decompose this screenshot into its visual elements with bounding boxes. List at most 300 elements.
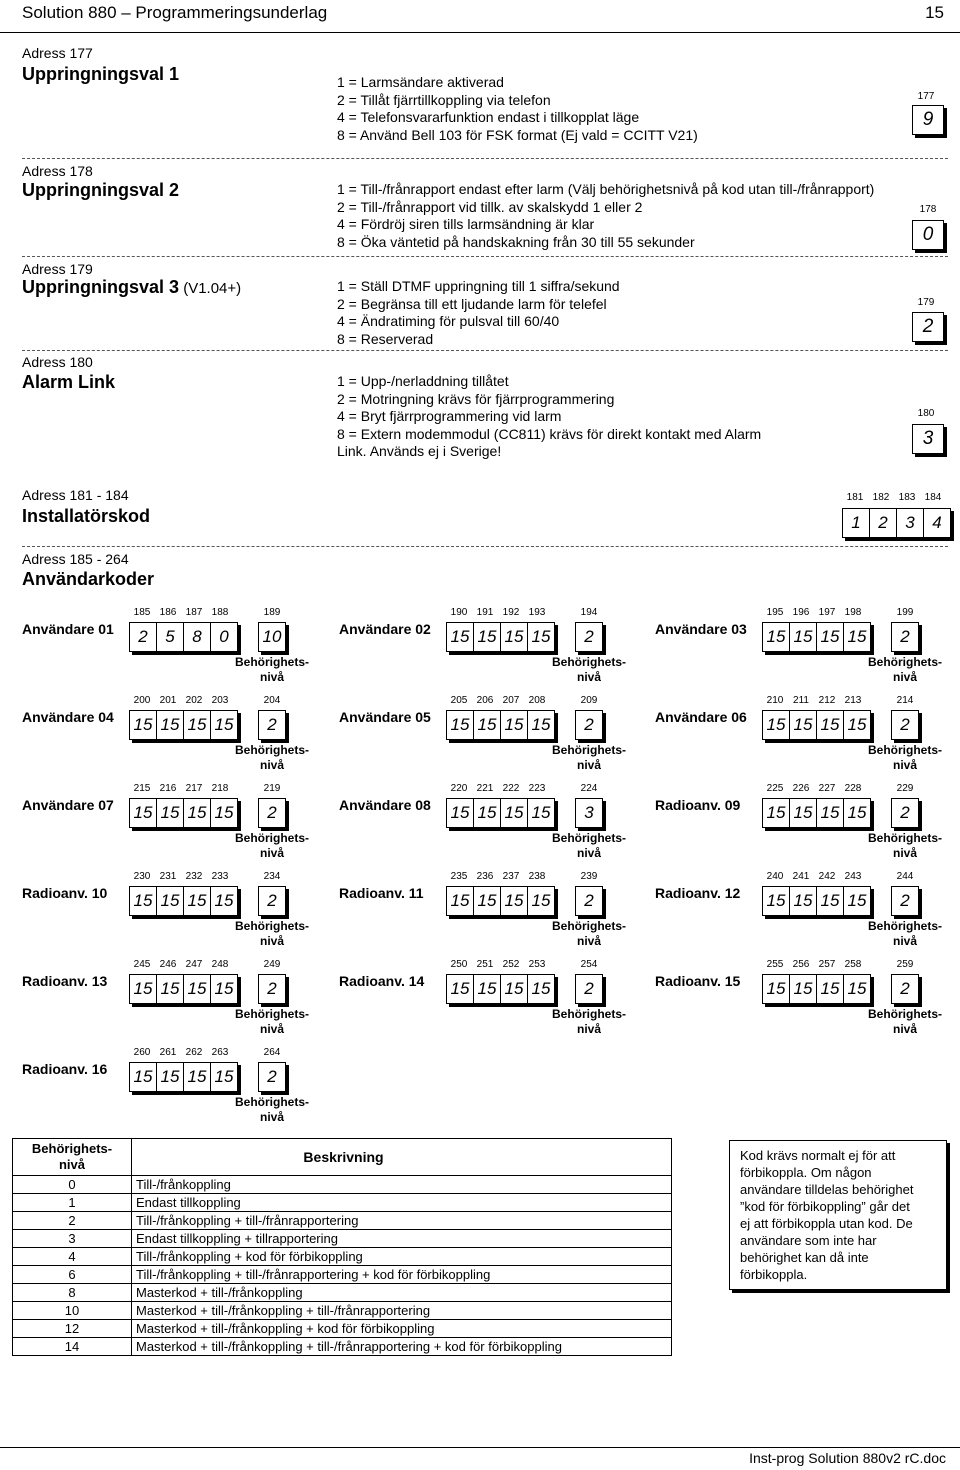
level-cell: 14 bbox=[13, 1338, 132, 1356]
address-label: Adress 180 bbox=[22, 354, 93, 370]
address-number: 260 bbox=[133, 1047, 151, 1058]
user-name: Radioanv. 13 bbox=[22, 973, 108, 989]
access-level-box[interactable] bbox=[575, 710, 603, 740]
description-column-header: Beskrivning bbox=[132, 1139, 672, 1176]
access-level-label: Behörighets- nivå bbox=[234, 655, 309, 684]
access-level-box[interactable] bbox=[891, 974, 919, 1004]
section-title: Uppringningsval 1 bbox=[22, 64, 180, 84]
address-number: 196 bbox=[792, 607, 810, 618]
table-header-row bbox=[13, 1139, 672, 1176]
description-cell: Endast tillkoppling bbox=[132, 1194, 672, 1212]
code-address-numbers bbox=[129, 607, 233, 618]
address-number: 253 bbox=[528, 959, 546, 970]
code-digit[interactable]: 1 bbox=[843, 509, 870, 537]
level-cell: 3 bbox=[13, 1230, 132, 1248]
address-number: 262 bbox=[185, 1047, 203, 1058]
code-digit[interactable]: 15 bbox=[790, 887, 817, 915]
description-cell: Masterkod + till-/frånkoppling + till-/frånrapportering + kod för förbikoppling bbox=[132, 1338, 672, 1356]
code-digit[interactable]: 15 bbox=[790, 799, 817, 827]
access-level-box[interactable] bbox=[575, 974, 603, 1004]
access-level-box[interactable] bbox=[891, 798, 919, 828]
note-line: Kod krävs normalt ej för att bbox=[740, 1148, 896, 1163]
level-address-number: 229 bbox=[896, 783, 914, 794]
code-digit[interactable]: 15 bbox=[447, 799, 474, 827]
section-title: Installatörskod bbox=[22, 506, 151, 526]
user-code-box[interactable] bbox=[129, 974, 238, 1004]
user-name: Användare 04 bbox=[22, 709, 114, 725]
user-name: Användare 02 bbox=[339, 621, 431, 637]
user-code-box[interactable] bbox=[446, 622, 555, 652]
address-number: 182 bbox=[872, 492, 890, 503]
option-item: 1 = Upp-/nerladdning tillåtet bbox=[337, 373, 509, 389]
code-digit[interactable]: 15 bbox=[531, 979, 551, 998]
user-name: Radioanv. 09 bbox=[655, 797, 741, 813]
option-item: 2 = Tillåt fjärrtillkoppling via telefon bbox=[337, 91, 551, 108]
code-digit[interactable]: 15 bbox=[847, 803, 867, 822]
address-number: 216 bbox=[159, 783, 177, 794]
code-digit[interactable]: 15 bbox=[817, 623, 844, 651]
user-code-box[interactable] bbox=[762, 710, 871, 740]
code-digit[interactable]: 15 bbox=[157, 711, 184, 739]
code-digit[interactable]: 15 bbox=[790, 623, 817, 651]
access-level-value[interactable]: 2 bbox=[584, 979, 594, 998]
address-number: 183 bbox=[898, 492, 916, 503]
access-level-box[interactable] bbox=[575, 622, 603, 652]
user-name: Radioanv. 14 bbox=[339, 973, 425, 989]
address-number: 263 bbox=[211, 1047, 229, 1058]
option-item: 4 = Bryt fjärrprogrammering vid larm bbox=[337, 408, 562, 424]
address-number: 201 bbox=[159, 695, 177, 706]
address-number: 215 bbox=[133, 783, 151, 794]
user-code-box[interactable] bbox=[446, 886, 555, 916]
access-level-value[interactable]: 2 bbox=[584, 715, 594, 734]
code-digit[interactable]: 15 bbox=[847, 715, 867, 734]
access-level-label: Behörighets- nivå bbox=[867, 655, 942, 684]
user-code-box[interactable] bbox=[446, 710, 555, 740]
level-address-number: 259 bbox=[896, 959, 914, 970]
installer-code-box[interactable] bbox=[842, 508, 951, 538]
code-address-numbers bbox=[446, 871, 550, 882]
option-item: 8 = Öka väntetid på handskakning från 30 till 55 sekunder bbox=[337, 233, 695, 250]
code-digit[interactable]: 15 bbox=[763, 799, 790, 827]
address-number: 207 bbox=[502, 695, 520, 706]
user-code-box[interactable] bbox=[129, 798, 238, 828]
code-digit[interactable]: 15 bbox=[184, 1063, 211, 1091]
code-digit[interactable]: 15 bbox=[130, 711, 157, 739]
address-label: Adress 179 bbox=[22, 261, 93, 277]
address-label: Adress 178 bbox=[22, 163, 93, 179]
code-digit[interactable]: 15 bbox=[531, 803, 551, 822]
code-digit[interactable]: 15 bbox=[847, 627, 867, 646]
code-digit[interactable]: 15 bbox=[184, 799, 211, 827]
footer-rule bbox=[0, 1447, 960, 1448]
address-number: 184 bbox=[924, 492, 942, 503]
document-title: Solution 880 – Programmeringsunderlag bbox=[22, 3, 328, 22]
code-digit[interactable]: 15 bbox=[130, 975, 157, 1003]
access-level-box[interactable] bbox=[891, 622, 919, 652]
code-address-numbers bbox=[129, 783, 233, 794]
code-digit[interactable]: 15 bbox=[474, 975, 501, 1003]
access-level-label: Behörighets- nivå bbox=[551, 743, 626, 772]
code-digit[interactable]: 15 bbox=[531, 891, 551, 910]
address-number: 222 bbox=[502, 783, 520, 794]
code-address-numbers bbox=[129, 695, 233, 706]
access-level-label: Behörighets- nivå bbox=[867, 831, 942, 860]
address-number: 211 bbox=[793, 695, 809, 706]
address-number: 198 bbox=[844, 607, 862, 618]
address-number: 245 bbox=[133, 959, 151, 970]
code-digit[interactable]: 15 bbox=[447, 975, 474, 1003]
code-digit[interactable]: 15 bbox=[474, 887, 501, 915]
user-block bbox=[655, 959, 955, 1045]
address-number: 208 bbox=[528, 695, 546, 706]
address-number: 241 bbox=[792, 871, 810, 882]
address-number: 178 bbox=[919, 204, 937, 215]
option-item: 2 = Motringning krävs för fjärrprogrammering bbox=[337, 390, 615, 407]
code-address-numbers bbox=[762, 783, 866, 794]
code-digit[interactable]: 4 bbox=[932, 513, 942, 532]
access-level-value[interactable]: 2 bbox=[267, 715, 277, 734]
option-item: 1 = Larmsändare aktiverad bbox=[337, 74, 504, 90]
access-level-value[interactable]: 2 bbox=[584, 627, 594, 646]
code-digit[interactable]: 15 bbox=[214, 803, 234, 822]
user-code-box[interactable] bbox=[446, 798, 555, 828]
access-level-label: Behörighets- nivå bbox=[867, 919, 942, 948]
address-number: 223 bbox=[528, 783, 546, 794]
code-digit[interactable]: 15 bbox=[501, 711, 528, 739]
code-digit[interactable]: 15 bbox=[447, 623, 474, 651]
code-digit[interactable]: 15 bbox=[763, 887, 790, 915]
access-level-label: Behörighets- nivå bbox=[551, 655, 626, 684]
value-box[interactable]: 9 bbox=[912, 105, 944, 135]
user-block bbox=[22, 1047, 322, 1133]
divider bbox=[22, 546, 948, 547]
section-title: Användarkoder bbox=[22, 569, 155, 589]
access-level-box[interactable] bbox=[258, 1062, 286, 1092]
option-list bbox=[337, 74, 698, 144]
access-level-value[interactable]: 2 bbox=[900, 803, 910, 822]
description-cell: Masterkod + till-/frånkoppling + kod för förbikoppling bbox=[132, 1320, 672, 1338]
access-level-box[interactable] bbox=[258, 974, 286, 1004]
address-number: 227 bbox=[818, 783, 836, 794]
code-digit[interactable]: 15 bbox=[847, 979, 867, 998]
address-label: Adress 177 bbox=[22, 45, 93, 61]
value-box[interactable]: 2 bbox=[912, 312, 944, 342]
code-digit[interactable]: 0 bbox=[219, 627, 229, 646]
address-number: 243 bbox=[844, 871, 862, 882]
code-digit[interactable]: 15 bbox=[501, 975, 528, 1003]
option-item: 4 = Fördröj siren tills larmsändning är klar bbox=[337, 216, 595, 232]
access-level-value[interactable]: 2 bbox=[267, 803, 277, 822]
user-block bbox=[655, 783, 955, 869]
code-digit[interactable]: 15 bbox=[790, 711, 817, 739]
user-name: Radioanv. 11 bbox=[339, 885, 424, 901]
code-digit[interactable]: 15 bbox=[184, 887, 211, 915]
user-code-box[interactable] bbox=[762, 798, 871, 828]
code-digit[interactable]: 5 bbox=[157, 623, 184, 651]
address-number: 235 bbox=[450, 871, 468, 882]
table-row bbox=[13, 1302, 672, 1320]
code-digit[interactable]: 15 bbox=[847, 891, 867, 910]
level-address-number: 194 bbox=[580, 607, 598, 618]
code-digit[interactable]: 15 bbox=[817, 887, 844, 915]
value-box[interactable]: 0 bbox=[912, 220, 944, 250]
code-digit[interactable]: 15 bbox=[501, 799, 528, 827]
description-cell: Till-/frånkoppling + kod för förbikoppling bbox=[132, 1248, 672, 1266]
address-number: 236 bbox=[476, 871, 494, 882]
access-level-value[interactable]: 2 bbox=[267, 891, 277, 910]
access-level-value[interactable]: 2 bbox=[267, 979, 277, 998]
user-code-box[interactable] bbox=[129, 1062, 238, 1092]
address-number: 238 bbox=[528, 871, 546, 882]
note-line: ”kod för förbikoppling” går det bbox=[740, 1199, 910, 1214]
address-number: 230 bbox=[133, 871, 151, 882]
note-line: ej att förbikoppla utan kod. De bbox=[740, 1216, 913, 1231]
code-digit[interactable]: 15 bbox=[447, 711, 474, 739]
address-label: Adress 185 - 264 bbox=[22, 551, 129, 567]
user-name: Användare 05 bbox=[339, 709, 431, 725]
address-number: 247 bbox=[185, 959, 203, 970]
code-address-numbers bbox=[446, 695, 550, 706]
user-code-box[interactable] bbox=[129, 886, 238, 916]
code-digit[interactable]: 3 bbox=[897, 509, 924, 537]
code-digit[interactable]: 15 bbox=[214, 891, 234, 910]
code-digit[interactable]: 15 bbox=[447, 887, 474, 915]
address-number: 193 bbox=[528, 607, 546, 618]
level-cell: 1 bbox=[13, 1194, 132, 1212]
code-digit[interactable]: 15 bbox=[130, 1063, 157, 1091]
user-code-box[interactable] bbox=[762, 622, 871, 652]
access-level-box[interactable] bbox=[258, 710, 286, 740]
table-row bbox=[13, 1176, 672, 1194]
code-address-numbers bbox=[446, 607, 550, 618]
user-block bbox=[655, 607, 955, 693]
address-number: 248 bbox=[211, 959, 229, 970]
level-address-number: 249 bbox=[263, 959, 281, 970]
option-list bbox=[337, 181, 874, 251]
description-cell: Masterkod + till-/frånkoppling bbox=[132, 1284, 672, 1302]
address-number: 237 bbox=[502, 871, 520, 882]
user-code-box[interactable] bbox=[446, 974, 555, 1004]
access-level-value[interactable]: 2 bbox=[267, 1067, 277, 1086]
code-digit[interactable]: 15 bbox=[184, 975, 211, 1003]
code-digit[interactable]: 15 bbox=[130, 887, 157, 915]
user-code-box[interactable] bbox=[762, 974, 871, 1004]
user-block bbox=[339, 783, 639, 869]
access-level-box[interactable] bbox=[891, 886, 919, 916]
user-block bbox=[339, 959, 639, 1045]
address-number: 246 bbox=[159, 959, 177, 970]
address-number: 203 bbox=[211, 695, 229, 706]
access-level-box[interactable] bbox=[575, 798, 603, 828]
option-item: 8 = Reserverad bbox=[337, 330, 434, 347]
address-number: 220 bbox=[450, 783, 468, 794]
code-digit[interactable]: 15 bbox=[763, 975, 790, 1003]
level-address-number: 254 bbox=[580, 959, 598, 970]
user-code-box[interactable] bbox=[129, 710, 238, 740]
access-level-value[interactable]: 3 bbox=[584, 803, 594, 822]
description-cell: Till-/frånkoppling + till-/frånrapportering + kod för förbikoppling bbox=[132, 1266, 672, 1284]
code-digit[interactable]: 15 bbox=[157, 887, 184, 915]
code-digit[interactable]: 15 bbox=[817, 975, 844, 1003]
access-level-label: Behörighets- nivå bbox=[551, 831, 626, 860]
access-level-label: Behörighets- nivå bbox=[234, 743, 309, 772]
address-number: 232 bbox=[185, 871, 203, 882]
address-number: 250 bbox=[450, 959, 468, 970]
level-address-number: 264 bbox=[263, 1047, 281, 1058]
code-digit[interactable]: 15 bbox=[501, 887, 528, 915]
code-digit[interactable]: 15 bbox=[157, 1063, 184, 1091]
access-level-value[interactable]: 10 bbox=[262, 627, 282, 646]
access-level-label: Behörighets- nivå bbox=[234, 1095, 309, 1124]
code-digit[interactable]: 15 bbox=[531, 627, 551, 646]
section-title: Uppringningsval 2 bbox=[22, 180, 180, 200]
level-address-number: 219 bbox=[263, 783, 281, 794]
address-number: 231 bbox=[159, 871, 177, 882]
level-cell: 10 bbox=[13, 1302, 132, 1320]
address-number: 225 bbox=[766, 783, 784, 794]
code-digit[interactable]: 15 bbox=[474, 623, 501, 651]
code-address-numbers bbox=[762, 959, 866, 970]
code-digit[interactable]: 15 bbox=[817, 799, 844, 827]
table-row bbox=[13, 1248, 672, 1266]
installer-address-numbers bbox=[842, 492, 946, 503]
description-cell: Till-/frånkoppling bbox=[132, 1176, 672, 1194]
code-digit[interactable]: 15 bbox=[474, 711, 501, 739]
table-row bbox=[13, 1284, 672, 1302]
description-cell: Endast tillkoppling + tillrapportering bbox=[132, 1230, 672, 1248]
code-digit[interactable]: 15 bbox=[130, 799, 157, 827]
address-number: 218 bbox=[211, 783, 229, 794]
value-box[interactable]: 3 bbox=[912, 424, 944, 454]
section-title: Alarm Link bbox=[22, 372, 116, 392]
user-block bbox=[339, 695, 639, 781]
code-digit[interactable]: 15 bbox=[157, 975, 184, 1003]
page-header bbox=[0, 0, 960, 33]
code-address-numbers bbox=[129, 1047, 233, 1058]
level-address-number: 204 bbox=[263, 695, 281, 706]
address-number: 190 bbox=[450, 607, 468, 618]
code-digit[interactable]: 15 bbox=[817, 711, 844, 739]
code-digit[interactable]: 15 bbox=[531, 715, 551, 734]
access-level-value[interactable]: 2 bbox=[900, 627, 910, 646]
user-name: Användare 03 bbox=[655, 621, 747, 637]
code-digit[interactable]: 8 bbox=[184, 623, 211, 651]
access-level-value[interactable]: 2 bbox=[900, 979, 910, 998]
address-number: 261 bbox=[159, 1047, 177, 1058]
code-digit[interactable]: 15 bbox=[214, 1067, 234, 1086]
level-address-number: 239 bbox=[580, 871, 598, 882]
divider bbox=[22, 350, 948, 351]
address-number: 252 bbox=[502, 959, 520, 970]
level-cell: 8 bbox=[13, 1284, 132, 1302]
note-line: användare tilldelas behörighet bbox=[740, 1182, 914, 1197]
level-address-number: 244 bbox=[896, 871, 914, 882]
code-digit[interactable]: 2 bbox=[130, 623, 157, 651]
code-address-numbers bbox=[129, 959, 233, 970]
user-name: Användare 01 bbox=[22, 621, 114, 637]
table-row bbox=[13, 1212, 672, 1230]
address-number: 200 bbox=[133, 695, 151, 706]
address-label: Adress 181 - 184 bbox=[22, 487, 129, 503]
section-title: Uppringningsval 3 (V1.04+) bbox=[22, 277, 242, 297]
footer-filename: Inst-prog Solution 880v2 rC.doc bbox=[749, 1450, 946, 1466]
option-item: 2 = Begränsa till ett ljudande larm för telefel bbox=[337, 295, 607, 312]
address-number: 185 bbox=[133, 607, 151, 618]
code-digit[interactable]: 15 bbox=[214, 715, 234, 734]
access-level-box[interactable] bbox=[891, 710, 919, 740]
address-number: 221 bbox=[476, 783, 494, 794]
address-number: 180 bbox=[917, 408, 935, 419]
user-code-box[interactable] bbox=[129, 622, 238, 652]
divider bbox=[22, 158, 948, 159]
code-digit[interactable]: 2 bbox=[870, 509, 897, 537]
address-number: 217 bbox=[185, 783, 203, 794]
code-digit[interactable]: 15 bbox=[763, 711, 790, 739]
user-block bbox=[655, 871, 955, 957]
note-line: förbikoppla. Om någon bbox=[740, 1165, 872, 1180]
code-digit[interactable]: 15 bbox=[157, 799, 184, 827]
user-code-box[interactable] bbox=[762, 886, 871, 916]
user-block bbox=[339, 871, 639, 957]
user-name: Radioanv. 15 bbox=[655, 973, 741, 989]
code-digit[interactable]: 15 bbox=[184, 711, 211, 739]
user-name: Radioanv. 10 bbox=[22, 885, 108, 901]
code-digit[interactable]: 15 bbox=[763, 623, 790, 651]
level-cell: 4 bbox=[13, 1248, 132, 1266]
level-address-number: 224 bbox=[580, 783, 598, 794]
address-number: 258 bbox=[844, 959, 862, 970]
access-level-box[interactable] bbox=[258, 622, 286, 652]
access-level-label: Behörighets- nivå bbox=[551, 1007, 626, 1036]
address-number: 256 bbox=[792, 959, 810, 970]
option-item: 1 = Till-/frånrapport endast efter larm (Välj behörighetsnivå på kod utan till-/frånrapport) bbox=[337, 181, 875, 197]
level-cell: 2 bbox=[13, 1212, 132, 1230]
code-address-numbers bbox=[446, 783, 550, 794]
address-number: 257 bbox=[818, 959, 836, 970]
access-level-box[interactable] bbox=[258, 886, 286, 916]
access-level-box[interactable] bbox=[575, 886, 603, 916]
user-block bbox=[22, 783, 322, 869]
code-address-numbers bbox=[762, 871, 866, 882]
access-level-table bbox=[12, 1138, 672, 1356]
divider bbox=[22, 256, 948, 257]
level-address-number: 214 bbox=[896, 695, 914, 706]
code-digit[interactable]: 15 bbox=[474, 799, 501, 827]
address-number: 191 bbox=[476, 607, 494, 618]
access-level-label: Behörighets- nivå bbox=[234, 919, 309, 948]
code-digit[interactable]: 15 bbox=[501, 623, 528, 651]
code-digit[interactable]: 15 bbox=[790, 975, 817, 1003]
access-level-label: Behörighets- nivå bbox=[551, 919, 626, 948]
access-level-value[interactable]: 2 bbox=[584, 891, 594, 910]
user-name: Användare 06 bbox=[655, 709, 747, 725]
table-row bbox=[13, 1338, 672, 1356]
access-level-label: Behörighets- nivå bbox=[867, 743, 942, 772]
access-level-value[interactable]: 2 bbox=[900, 891, 910, 910]
address-number: 205 bbox=[450, 695, 468, 706]
access-level-value[interactable]: 2 bbox=[900, 715, 910, 734]
code-digit[interactable]: 15 bbox=[214, 979, 234, 998]
address-number: 197 bbox=[818, 607, 836, 618]
level-cell: 12 bbox=[13, 1320, 132, 1338]
option-item: 4 = Telefonsvararfunktion endast i tillkopplat läge bbox=[337, 109, 640, 125]
code-address-numbers bbox=[762, 695, 866, 706]
address-number: 240 bbox=[766, 871, 784, 882]
access-level-box[interactable] bbox=[258, 798, 286, 828]
user-block bbox=[22, 607, 322, 693]
address-number: 188 bbox=[211, 607, 229, 618]
